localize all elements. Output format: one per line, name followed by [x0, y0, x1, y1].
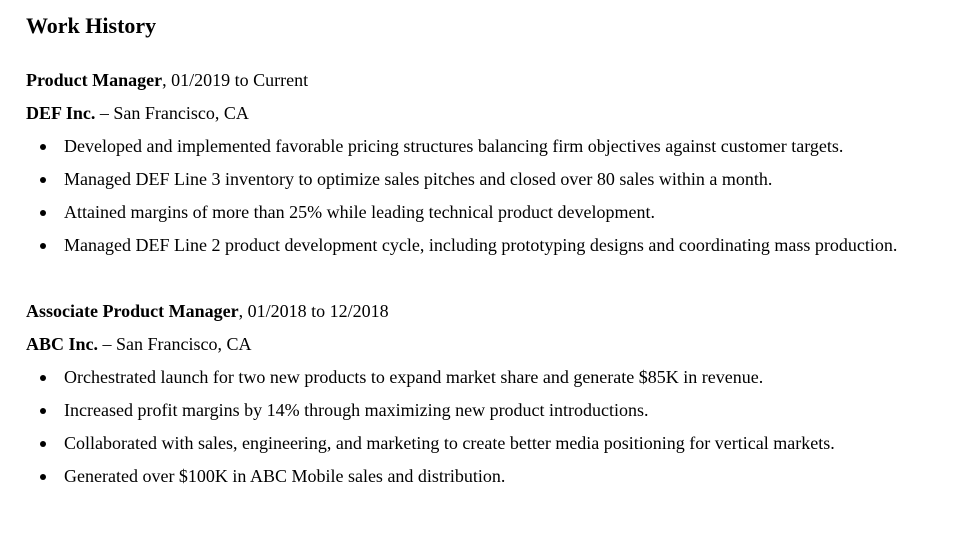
company-name: ABC Inc. [26, 334, 99, 354]
bullet-item [26, 394, 956, 427]
job-bullets [26, 130, 956, 262]
bullet-text: Generated over $100K in ABC Mobile sales and distribution. [64, 466, 506, 486]
job-title: Product Manager [26, 70, 163, 90]
job-dates: , 01/2019 to Current [162, 70, 309, 90]
bullet-dot [40, 441, 46, 447]
bullet-dot [40, 474, 46, 480]
job-bullets [26, 361, 956, 493]
company-line [26, 328, 956, 361]
bullet-text: Increased profit margins by 14% through maximizing new product introductions. [64, 400, 649, 420]
company-line [26, 97, 956, 130]
bullet-dot [40, 408, 46, 414]
bullet-item [26, 427, 956, 460]
bullet-text: Collaborated with sales, engineering, and marketing to create better media positioning for vertical markets. [64, 433, 835, 453]
resume-section [26, 12, 956, 493]
bullet-text: Developed and implemented favorable pricing structures balancing firm objectives against customer targets. [64, 136, 844, 156]
company-name: DEF Inc. [26, 103, 96, 123]
bullet-text: Managed DEF Line 3 inventory to optimize sales pitches and closed over 80 sales within a month. [64, 169, 773, 189]
bullet-text: Managed DEF Line 2 product development cycle, including prototyping designs and coordinating mass production. [64, 235, 898, 255]
bullet-dot [40, 177, 46, 183]
bullet-text: Orchestrated launch for two new products to expand market share and generate $85K in revenue. [64, 367, 764, 387]
job-title-line [26, 295, 956, 328]
bullet-item [26, 361, 956, 394]
job-entry [26, 295, 956, 493]
bullet-item [26, 163, 956, 196]
bullet-dot [40, 375, 46, 381]
company-location: – San Francisco, CA [95, 103, 249, 123]
bullet-item [26, 196, 956, 229]
bullet-dot [40, 210, 46, 216]
job-entry [26, 64, 956, 262]
company-location: – San Francisco, CA [98, 334, 252, 354]
section-title: Work History [26, 13, 157, 38]
bullet-item [26, 229, 956, 262]
bullet-text: Attained margins of more than 25% while leading technical product development. [64, 202, 655, 222]
bullet-dot [40, 243, 46, 249]
job-title: Associate Product Manager [26, 301, 239, 321]
job-title-line [26, 64, 956, 97]
bullet-dot [40, 144, 46, 150]
bullet-item [26, 460, 956, 493]
job-dates: , 01/2018 to 12/2018 [238, 301, 389, 321]
bullet-item [26, 130, 956, 163]
